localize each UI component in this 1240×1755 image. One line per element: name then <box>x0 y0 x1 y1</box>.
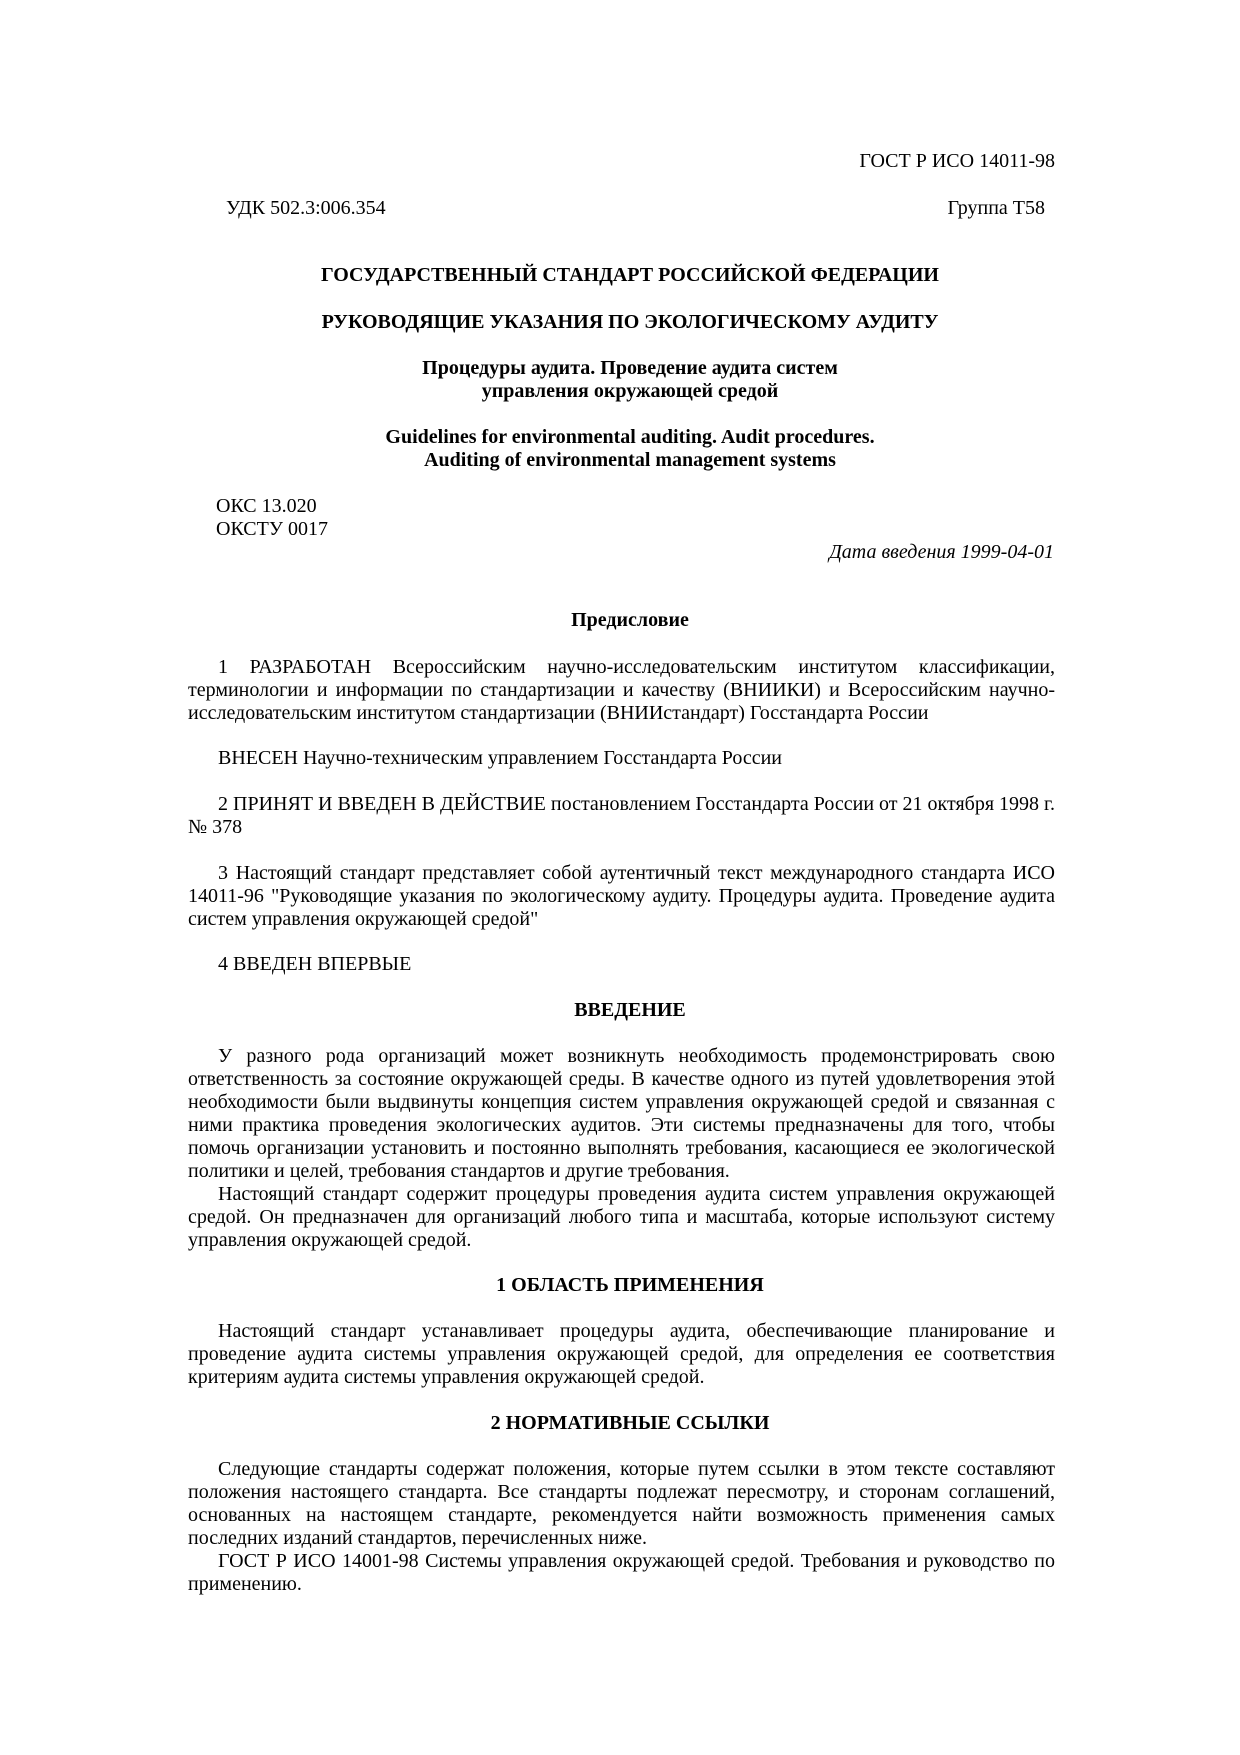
udk-code: УДК 502.3:006.354 <box>226 197 386 219</box>
foreword-item-3 <box>188 862 1055 931</box>
state-standard-title: ГОСУДАРСТВЕННЫЙ СТАНДАРТ РОССИЙСКОЙ ФЕДЕРАЦИИ <box>321 264 939 286</box>
introduction-body <box>188 1045 1055 1252</box>
section-2-body <box>188 1458 1055 1596</box>
subtitle-en-line2: Auditing of environmental management systems <box>424 449 836 471</box>
foreword-item-1 <box>188 656 1055 725</box>
document-number: ГОСТ Р ИСО 14011-98 <box>859 150 1055 172</box>
foreword-item-1-text: 1 РАЗРАБОТАН Всероссийским научно-исследовательским институтом классификации, терминологии и информации по стандартизации и качеству (ВНИИКИ) и Всероссийским научно-исследовательским институтом стандартизации (ВНИИстандарт) Госстандарта России <box>188 656 1055 724</box>
main-title: РУКОВОДЯЩИЕ УКАЗАНИЯ ПО ЭКОЛОГИЧЕСКОМУ АУДИТУ <box>321 311 939 333</box>
section-1-body <box>188 1320 1055 1389</box>
subtitle-ru-line1: Процедуры аудита. Проведение аудита систем <box>422 357 838 379</box>
section-1-heading: 1 ОБЛАСТЬ ПРИМЕНЕНИЯ <box>496 1274 764 1296</box>
section-2-paragraph-2: ГОСТ Р ИСО 14001-98 Системы управления окружающей средой. Требования и руководство по применению. <box>188 1550 1055 1595</box>
section-2-paragraph-1: Следующие стандарты содержат положения, которые путем ссылки в этом тексте составляют положения настоящего стандарта. Все стандарты подлежат пересмотру, и сторонам соглашений, основанных на настоящем стандарте, рекомендуется найти возможность применения самых последних изданий стандартов, перечисленных ниже. <box>188 1458 1055 1549</box>
oks-code: ОКС 13.020 <box>216 495 317 517</box>
subtitle-en-line1: Guidelines for environmental auditing. Audit procedures. <box>385 426 875 448</box>
foreword-introduced-by <box>188 747 1055 770</box>
introduction-paragraph-1: У разного рода организаций может возникнуть необходимость продемонстрировать свою ответственность за состояние окружающей среды. В качестве одного из путей удовлетворения этой необходимости были выдвинуты концепция систем управления окружающей средой и связанная с ними практика проведения экологических аудитов. Эти системы предназначены для того, чтобы помочь организации установить и постоянно выполнять требования, касающиеся ее экологической политики и целей, требования стандартов и другие требования. <box>188 1045 1055 1182</box>
group-code: Группа Т58 <box>947 197 1045 219</box>
foreword-item-4-text: 4 ВВЕДЕН ВПЕРВЫЕ <box>218 953 412 975</box>
okstu-code: ОКСТУ 0017 <box>216 518 329 540</box>
introduction-heading: ВВЕДЕНИЕ <box>574 999 686 1021</box>
foreword-item-4 <box>188 953 1055 976</box>
section-1-paragraph-1: Настоящий стандарт устанавливает процедуры аудита, обеспечивающие планирование и проведение аудита системы управления окружающей средой, для определения ее соответствия критериям аудита системы управления окружающей средой. <box>188 1320 1055 1388</box>
foreword-introduced-by-text: ВНЕСЕН Научно-техническим управлением Госстандарта России <box>218 747 782 769</box>
foreword-item-3-text: 3 Настоящий стандарт представляет собой аутентичный текст международного стандарта ИСО 14011-96 "Руководящие указания по экологическому аудиту. Процедуры аудита. Проведение аудита систем управления окружающей средой" <box>188 862 1055 930</box>
introduction-paragraph-2: Настоящий стандарт содержит процедуры проведения аудита систем управления окружающей средой. Он предназначен для организаций любого типа и масштаба, которые используют систему управления окружающей средой. <box>188 1183 1055 1251</box>
foreword-item-2 <box>188 793 1055 839</box>
subtitle-ru-line2: управления окружающей средой <box>481 380 779 402</box>
foreword-heading: Предисловие <box>571 609 689 631</box>
introduction-date: Дата введения 1999-04-01 <box>829 541 1054 563</box>
foreword-item-2-text: 2 ПРИНЯТ И ВВЕДЕН В ДЕЙСТВИЕ постановлением Госстандарта России от 21 октября 1998 г. № 378 <box>188 793 1055 838</box>
section-2-heading: 2 НОРМАТИВНЫЕ ССЫЛКИ <box>490 1412 770 1434</box>
